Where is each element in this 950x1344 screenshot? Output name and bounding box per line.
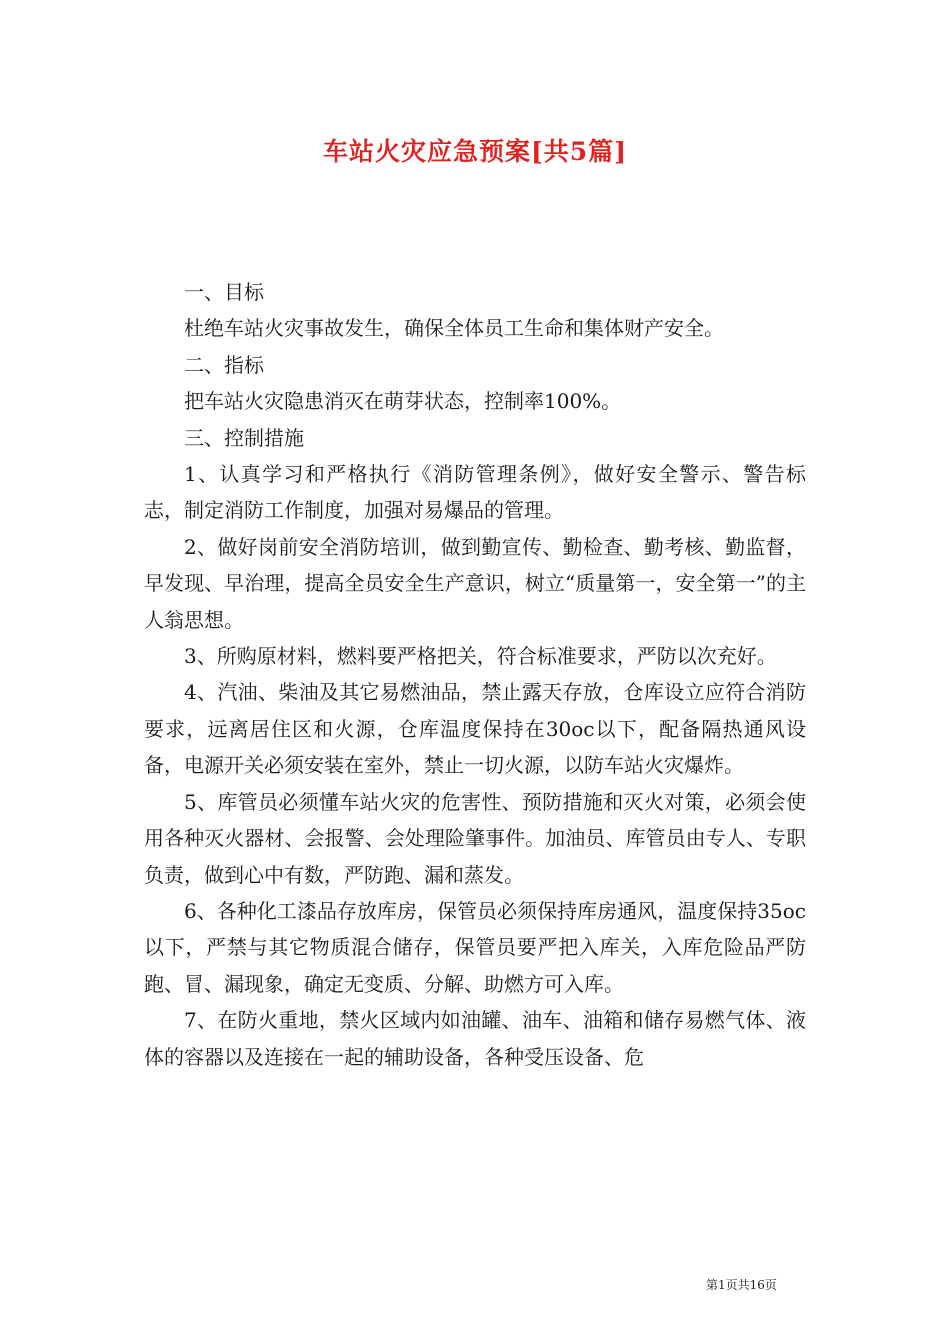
page-number: 第1页共16页 <box>706 1278 777 1292</box>
paragraph: 杜绝车站火灾事故发生，确保全体员工生命和集体财产安全。 <box>184 316 724 341</box>
paragraph: 3、所购原材料，燃料要严格把关，符合标准要求，严防以次充好。 <box>184 644 777 669</box>
paragraph: 4、汽油、柴油及其它易燃油品，禁止露天存放，仓库设立应符合消防要求，远离居住区和火源，仓库温度保持在30oc以下，配备隔热通风设备，电源开关必须安装在室外，禁止一切火源，以防车站火灾爆炸。 <box>144 680 806 778</box>
paragraph-heading-goal: 一、目标 <box>184 280 264 304</box>
paragraph: 5、库管员必须懂车站火灾的危害性、预防措施和灭火对策，必须会使用各种灭火器材、会报警、会处理险肇事件。加油员、库管员由专人、专职负责，做到心中有数，严防跑、漏和蒸发。 <box>144 789 806 887</box>
paragraph-heading-indicator: 二、指标 <box>184 352 264 377</box>
document-body <box>144 274 806 1075</box>
paragraph: 2、做好岗前安全消防培训，做到勤宣传、勤检查、勤考核、勤监督，早发现、早治理，提高全员安全生产意识，树立“质量第一，安全第一”的主人翁思想。 <box>144 534 806 632</box>
paragraph: 6、各种化工漆品存放库房，保管员必须保持库房通风，温度保持35oc以下，严禁与其它物质混合储存，保管员要严把入库关，入库危险品严防跑、冒、漏现象，确定无变质、分解、助燃方可入库。 <box>144 898 806 996</box>
paragraph-heading-measures: 三、控制措施 <box>184 425 304 450</box>
paragraph: 1、认真学习和严格执行《消防管理条例》，做好安全警示、警告标志，制定消防工作制度，加强对易爆品的管理。 <box>144 462 806 523</box>
paragraph: 7、在防火重地，禁火区域内如油罐、油车、油箱和储存易燃气体、液体的容器以及连接在一起的辅助设备，各种受压设备、危 <box>144 1008 806 1069</box>
document-title: 车站火灾应急预案[共5篇] <box>322 137 628 166</box>
paragraph: 把车站火灾隐患消灭在萌芽状态，控制率100%。 <box>184 389 622 414</box>
